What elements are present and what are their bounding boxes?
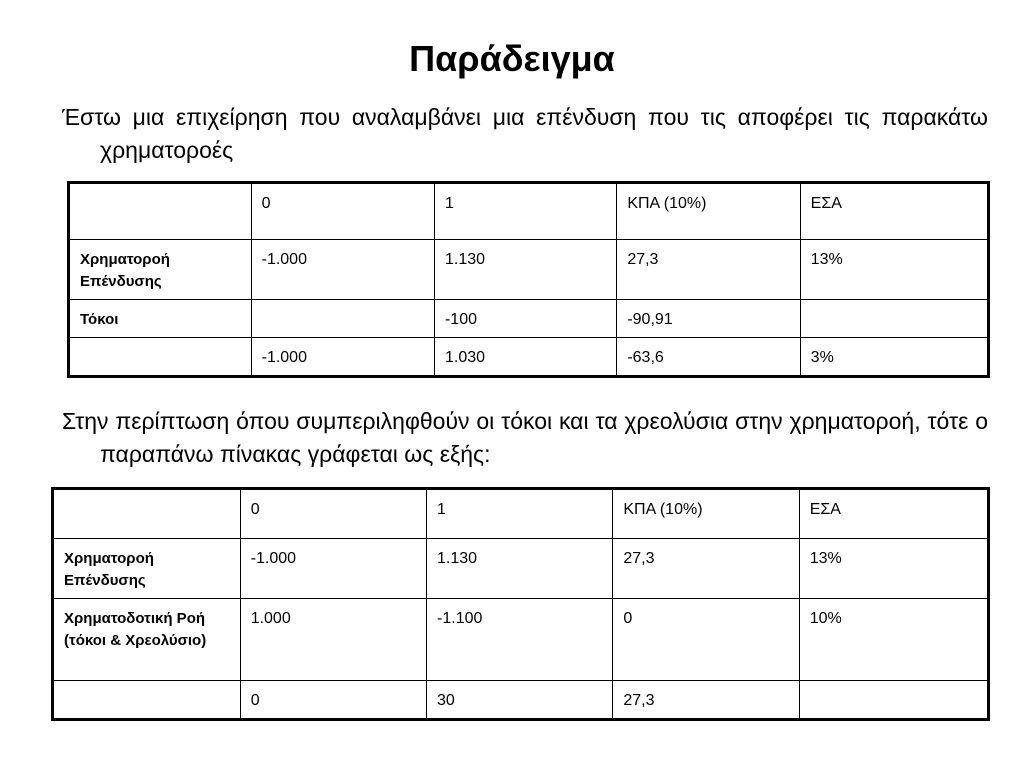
table-cell — [69, 183, 252, 240]
table-cell: 0 — [240, 489, 426, 539]
second-paragraph: Στην περίπτωση όπου συμπεριληφθούν οι τόκοι και τα χρεολύσια στην χρηματοροή, τότε ο παραπάνω πίνακας γράφεται ως εξής: — [62, 408, 988, 467]
table-row — [53, 539, 989, 599]
table-row — [69, 300, 989, 338]
table-cell: 27,3 — [613, 681, 799, 720]
row-label: Τόκοι — [69, 300, 252, 338]
table-cell: -90,91 — [617, 300, 800, 338]
row-label: Χρηματοροή Επένδυσης — [69, 240, 252, 300]
row-label: Χρηματοδοτική Ροή (τόκοι & Χρεολύσιο) — [53, 599, 241, 681]
table-cell: 0 — [613, 599, 799, 681]
table-cell — [251, 300, 434, 338]
table-row — [69, 183, 989, 240]
table-cell — [53, 489, 241, 539]
table-row — [69, 338, 989, 377]
table-cell: -100 — [434, 300, 616, 338]
table-row — [53, 681, 989, 720]
table-cell: 27,3 — [613, 539, 799, 599]
table-cell: 1.130 — [434, 240, 616, 300]
table-cell: 3% — [800, 338, 988, 377]
table-cell: 0 — [251, 183, 434, 240]
table-row — [53, 489, 989, 539]
table-cell — [800, 300, 988, 338]
table-cell: -63,6 — [617, 338, 800, 377]
table-cell: ΚΠΑ (10%) — [613, 489, 799, 539]
table-cell: 1 — [427, 489, 613, 539]
table-cell: 30 — [427, 681, 613, 720]
table-cell: 1 — [434, 183, 616, 240]
table-cell: 1.130 — [427, 539, 613, 599]
table-cell: ΚΠΑ (10%) — [617, 183, 800, 240]
table-cell: ΕΣΑ — [800, 183, 988, 240]
table-cell: 10% — [799, 599, 988, 681]
intro-paragraph: Έστω μια επιχείρηση που αναλαμβάνει μια επένδυση που τις αποφέρει τις παρακάτω χρηματοροές — [62, 104, 988, 163]
table-cell: -1.000 — [251, 240, 434, 300]
table-cell: -1.100 — [427, 599, 613, 681]
table-cell: 0 — [240, 681, 426, 720]
table-cell: 27,3 — [617, 240, 800, 300]
table-cell: 1.030 — [434, 338, 616, 377]
table-cell: -1.000 — [240, 539, 426, 599]
table-cell: ΕΣΑ — [799, 489, 988, 539]
table-row — [69, 240, 989, 300]
page-title: Παράδειγμα — [409, 38, 615, 79]
cash-flow-table — [67, 181, 990, 378]
row-label: Χρηματορoή Επένδυσης — [53, 539, 241, 599]
table-cell: 13% — [800, 240, 988, 300]
table-cell: 1.000 — [240, 599, 426, 681]
table-cell: -1.000 — [251, 338, 434, 377]
table-cell: 13% — [799, 539, 988, 599]
table-cell — [799, 681, 988, 720]
row-label — [69, 338, 252, 377]
row-label — [53, 681, 241, 720]
table-row — [53, 599, 989, 681]
financing-flow-table — [51, 487, 990, 721]
